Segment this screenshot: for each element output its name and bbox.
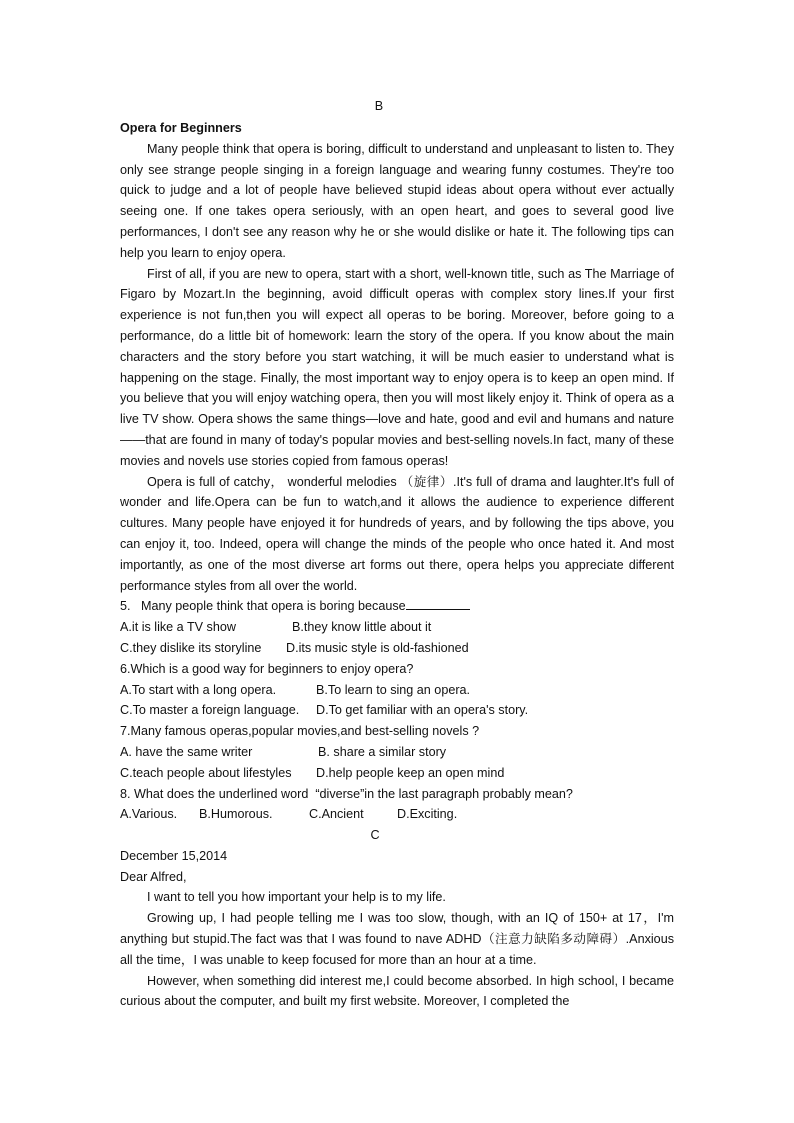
question-8-options-row xyxy=(120,804,674,825)
question-5-options-row-1 xyxy=(120,617,674,638)
letter-paragraph-1: I want to tell you how important your help is to my life. xyxy=(147,890,446,905)
question-6-options-row-1 xyxy=(120,680,674,701)
passage-paragraph-3: Opera is full of catchy， wonderful melodies （旋律）.It's full of drama and laughter.It's full of wonder and life.Opera can be fun to watch,and it allows the audience to experience different cultures. Many people have enjoyed it for hundreds of years, and by following the tips above, you can enjoy it, too. Indeed, opera will change the minds of the people who once hated it. And most importantly, as one of the most diverse art forms out there, opera helps you appreciate different performance styles from all over the world. xyxy=(120,474,674,593)
question-5-stem: 5. Many people think that opera is boring because xyxy=(120,599,406,614)
letter-paragraph-2: Growing up, I had people telling me I was too slow, though, with an IQ of 150+ at 17，I'm anything but stupid.The fact was that I was found to nave ADHD（注意力缺陷多动障碍）.Anxious all the time，I was unable to keep focused for more than an hour at a time. xyxy=(120,911,674,967)
question-8-option-b: B.Humorous. xyxy=(199,807,273,822)
question-7-options-row-1 xyxy=(120,742,674,763)
question-7-option-a: A. have the same writer xyxy=(120,744,253,759)
section-b-label: B xyxy=(374,99,384,113)
answer-blank xyxy=(406,597,470,610)
passage-paragraph-2: First of all, if you are new to opera, start with a short, well-known title, such as The Marriage of Figaro by Mozart.In the beginning, avoid difficult operas with complex story lines.If your first experience is not fun,then you will expect all operas to be boring. Moreover, before going to a performance, do a little bit of homework: learn the story of the opera. If you know about the main characters and the story before you start watching, it will be much easier to understand what is happening on the stage. Finally, the most important way to enjoy opera is to keep an open mind. If you believe that you will enjoy watching opera, then you will most likely enjoy it. Think of opera as a live TV show. Opera shows the same things—love and hate, good and evil and humans and nature——that are found in many of today's popular movies and best-selling novels.In fact, many of these movies and novels use stories copied from famous operas! xyxy=(120,266,674,468)
question-6-option-a: A.To start with a long opera. xyxy=(120,682,277,697)
passage-paragraph-1: Many people think that opera is boring, difficult to understand and unpleasant to listen to. They only see strange people singing in a foreign language and wearing funny costumes. They're too quick to judge and a lot of people have believed stupid ideas about opera without ever actually seeing one. If one takes opera seriously, with an open heart, and goes to several good live performances, I don't see any reason why he or she would dislike or hate it. The following tips can help you learn to enjoy opera. xyxy=(120,141,674,260)
question-8-option-a: A.Various. xyxy=(120,807,178,822)
question-5-option-a: A.it is like a TV show xyxy=(120,620,236,635)
document-page xyxy=(120,96,674,1012)
question-5-option-c: C.they dislike its storyline xyxy=(120,640,262,655)
letter-paragraph-3: However, when something did interest me,I could become absorbed. In high school, I became curious about the computer, and built my first website. Moreover, I completed the xyxy=(120,973,674,1009)
question-7-options-row-2 xyxy=(120,763,674,784)
question-7-option-c: C.teach people about lifestyles xyxy=(120,765,292,780)
question-5-options-row-2 xyxy=(120,638,674,659)
question-7-stem: 7.Many famous operas,popular movies,and best-selling novels ? xyxy=(120,724,480,739)
question-6-option-b: B.To learn to sing an opera. xyxy=(316,682,471,697)
letter-greeting: Dear Alfred, xyxy=(120,869,187,884)
question-6-option-d: D.To get familiar with an opera's story. xyxy=(316,703,529,718)
question-5 xyxy=(120,596,674,617)
question-7-option-b: B. share a similar story xyxy=(318,744,447,759)
question-6-stem: 6.Which is a good way for beginners to enjoy opera? xyxy=(120,661,414,676)
section-c-label: C xyxy=(370,828,380,843)
passage-title: Opera for Beginners xyxy=(120,121,242,135)
question-8-option-d: D.Exciting. xyxy=(397,807,458,822)
question-7-option-d: D.help people keep an open mind xyxy=(316,765,505,780)
question-5-option-b: B.they know little about it xyxy=(292,620,432,635)
question-8-option-c: C.Ancient xyxy=(309,807,364,822)
question-5-option-d: D.its music style is old-fashioned xyxy=(286,640,469,655)
letter-date: December 15,2014 xyxy=(120,848,228,863)
question-6-options-row-2 xyxy=(120,700,674,721)
question-8-stem: 8. What does the underlined word “diverse”in the last paragraph probably mean? xyxy=(120,786,573,801)
question-6-option-c: C.To master a foreign language. xyxy=(120,703,300,718)
